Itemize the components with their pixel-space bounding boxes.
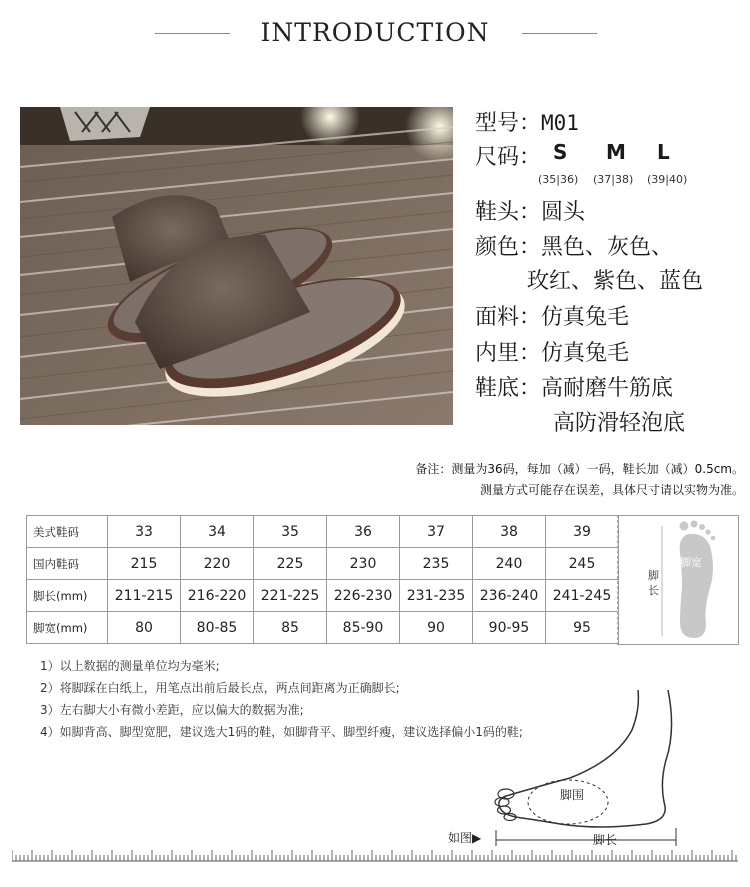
- color-row: [475, 230, 673, 261]
- ruler-strip: [12, 850, 738, 862]
- table-cell: 80: [108, 612, 181, 644]
- product-photo: [20, 107, 453, 425]
- table-cell: 85: [254, 612, 327, 644]
- size-label: 尺码：: [475, 145, 542, 170]
- table-cell: 240: [473, 548, 546, 580]
- figure-label: 如图▶: [448, 831, 482, 845]
- model-label: 型号：: [475, 111, 542, 136]
- table-cell: 85-90: [327, 612, 400, 644]
- foot-width-label: 脚宽: [680, 556, 702, 569]
- table-cell: 235: [400, 548, 473, 580]
- note-line1: 备注：测量为36码，每加（减）一码，鞋长加（减）0.5cm。: [415, 462, 744, 476]
- row-header: 国内鞋码: [27, 548, 108, 580]
- length-label: 脚长: [593, 833, 618, 847]
- color-value-line2: 玫红、紫色、蓝色: [527, 269, 704, 294]
- table-cell: 216-220: [181, 580, 254, 612]
- table-cell: 34: [181, 516, 254, 548]
- table-cell: 230: [327, 548, 400, 580]
- table-cell: 211-215: [108, 580, 181, 612]
- lining-row: [475, 336, 629, 367]
- table-cell: 90: [400, 612, 473, 644]
- table-row-width: [27, 612, 619, 644]
- sole-row: [475, 371, 673, 402]
- table-cell: 37: [400, 516, 473, 548]
- sole-value-line1: 高耐磨牛筋底: [541, 376, 674, 401]
- size-l: L: [657, 140, 670, 164]
- table-cell: 241-245: [546, 580, 619, 612]
- girth-label: 脚围: [560, 788, 585, 802]
- size-row: [475, 140, 541, 171]
- upper-value: 仿真兔毛: [541, 305, 630, 330]
- size-range-m: (37|38): [593, 173, 634, 186]
- size-range-l: (39|40): [647, 173, 688, 186]
- lining-label: 内里：: [475, 341, 542, 366]
- row-header: 脚长(mm): [27, 580, 108, 612]
- row-header: 脚宽(mm): [27, 612, 108, 644]
- size-chart-table: [26, 515, 619, 644]
- tip-item: 2）将脚踩在白纸上，用笔点出前后最长点，两点间距离为正确脚长;: [40, 681, 400, 695]
- color-label: 颜色：: [475, 235, 542, 260]
- upper-row: [475, 300, 629, 331]
- table-row-length: [27, 580, 619, 612]
- table-cell: 80-85: [181, 612, 254, 644]
- upper-label: 面料：: [475, 305, 542, 330]
- table-cell: 226-230: [327, 580, 400, 612]
- table-cell: 231-235: [400, 580, 473, 612]
- size-s: S: [553, 140, 568, 164]
- toe-label: 鞋头：: [475, 200, 542, 225]
- row-header: 美式鞋码: [27, 516, 108, 548]
- table-cell: 225: [254, 548, 327, 580]
- model-value: M01: [541, 111, 579, 135]
- header-rule-right: [522, 33, 597, 34]
- tip-item: 1）以上数据的测量单位均为毫米;: [40, 659, 220, 673]
- size-m: M: [606, 140, 626, 164]
- tip-item: 4）如脚背高、脚型宽肥，建议选大1码的鞋，如脚背平、脚型纤瘦，建议选择偏小1码的鞋;: [40, 725, 523, 739]
- table-row-us: [27, 516, 619, 548]
- table-cell: 90-95: [473, 612, 546, 644]
- size-range-s: (35|36): [538, 173, 579, 186]
- foot-size-illustration: [617, 515, 739, 645]
- table-cell: 236-240: [473, 580, 546, 612]
- table-cell: 39: [546, 516, 619, 548]
- foot-measure-diagram: [440, 690, 740, 850]
- foot-length-label: 脚长: [648, 569, 659, 597]
- note-line2: 测量方式可能存在误差，具体尺寸请以实物为准。: [479, 483, 744, 497]
- lining-value: 仿真兔毛: [541, 341, 630, 366]
- table-cell: 221-225: [254, 580, 327, 612]
- table-cell: 36: [327, 516, 400, 548]
- color-value-line1: 黑色、灰色、: [541, 235, 674, 260]
- table-cell: 215: [108, 548, 181, 580]
- table-cell: 33: [108, 516, 181, 548]
- table-cell: 95: [546, 612, 619, 644]
- model-row: [475, 106, 579, 137]
- table-cell: 245: [546, 548, 619, 580]
- sole-value-line2: 高防滑轻泡底: [553, 411, 686, 436]
- page-title: INTRODUCTION: [260, 18, 490, 47]
- toe-row: [475, 195, 585, 226]
- footprint-icon: [618, 516, 738, 644]
- table-cell: 220: [181, 548, 254, 580]
- tip-item: 3）左右脚大小有微小差距，应以偏大的数据为准;: [40, 703, 304, 717]
- sole-label: 鞋底：: [475, 376, 542, 401]
- table-cell: 35: [254, 516, 327, 548]
- toe-value: 圆头: [541, 200, 586, 225]
- table-row-cn: [27, 548, 619, 580]
- table-cell: 38: [473, 516, 546, 548]
